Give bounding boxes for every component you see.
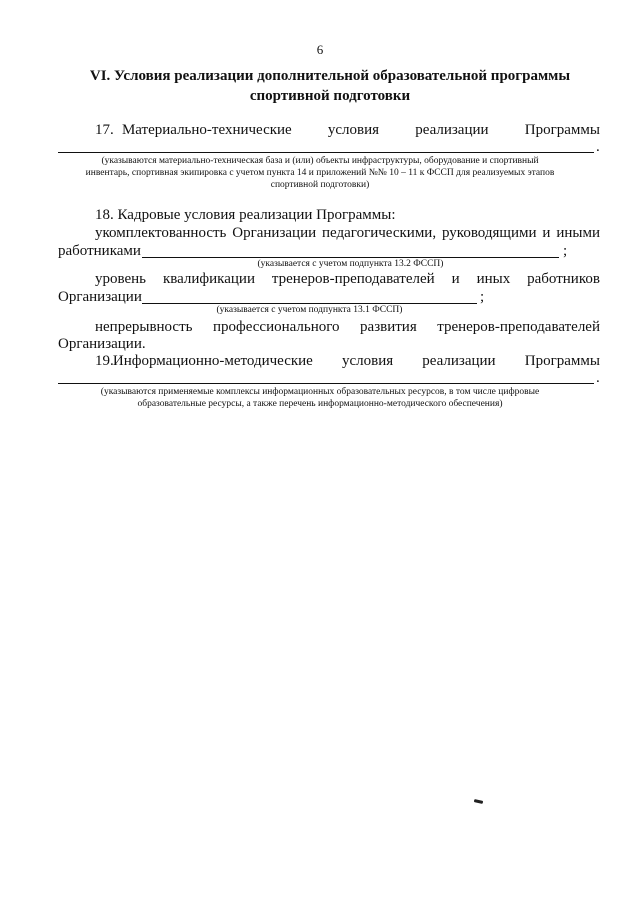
item-18-staffing-note: (указывается с учетом подпункта 13.2 ФССП) (257, 259, 444, 269)
item-17-note-line-3: спортивной подготовки) (270, 180, 370, 190)
item-19-end-punct: . (596, 370, 600, 386)
item-18-qualification-word: работников (527, 271, 600, 287)
page-number: 6 (316, 42, 324, 57)
item-18-qualification-word: квалификации (162, 271, 255, 287)
item-19-text (95, 352, 600, 370)
item-18-staffing-word: руководящими (441, 225, 537, 241)
item-18-development-cont: Организации. (58, 336, 146, 352)
item-18-staffing-word: Организации (232, 225, 317, 241)
item-17-word: реализации (415, 122, 489, 138)
item-18-development-word: развития (360, 319, 417, 335)
item-18-qualification-word: и (451, 271, 460, 287)
item-17-end-punct: . (596, 139, 600, 155)
item-18-qualification-note: (указывается с учетом подпункта 13.1 ФССП) (216, 305, 403, 315)
item-18-heading: 18. Кадровые условия реализации Программы: (95, 207, 396, 223)
item-18-qualification-cont: Организации (58, 289, 142, 305)
item-18-staffing-punct: ; (563, 243, 568, 259)
item-17-note-line-1: (указываются материально-техническая база и (или) объекты инфраструктуры, оборудование и спортивный (101, 156, 539, 166)
item-18-staffing-cont: работниками (58, 243, 141, 259)
item-18-qualification-word: уровень (95, 271, 147, 287)
item-18-development-word: тренеров-преподавателей (437, 319, 600, 335)
item-18-staffing-text (95, 224, 600, 242)
item-18-qualification-word: иных (476, 271, 511, 287)
item-18-development-word: непрерывность (95, 319, 193, 335)
item-19-fill-line (58, 383, 594, 384)
item-17-number: 17. (95, 122, 114, 138)
item-19-word: Информационно-методические (112, 353, 313, 369)
item-19-word: условия (341, 353, 394, 369)
item-17-word: Программы (524, 122, 600, 138)
item-17-note-line-2: инвентарь, спортивная экипировка с учетом пункта 14 и приложений №№ 10 – 11 к ФССП для реализуемых этапов (85, 168, 555, 178)
item-18-staffing-word: иными (556, 225, 600, 241)
item-19-word: Программы (524, 353, 600, 369)
section-title (60, 66, 600, 106)
item-18-staffing-word: и (542, 225, 551, 241)
section-title-line-1: VI. Условия реализации дополнительной образовательной программы (89, 68, 571, 84)
item-19-note-line-1: (указываются применяемые комплексы информационных образовательных ресурсов, в том числе цифровые (100, 387, 540, 397)
item-17-text (95, 121, 600, 139)
scan-speck (474, 799, 483, 804)
item-17-note (40, 155, 600, 191)
item-18-development-word: профессионального (212, 319, 340, 335)
item-18-development-text (95, 318, 600, 336)
item-19-word: реализации (422, 353, 496, 369)
item-17-word: условия (327, 122, 380, 138)
item-18-staffing-word: укомплектованность (95, 225, 227, 241)
item-19-number: 19. (95, 353, 114, 369)
item-18-qualification-punct: ; (480, 289, 485, 305)
item-18-staffing-word: педагогическими, (322, 225, 437, 241)
item-17-word: Материально-технические (121, 122, 292, 138)
item-17-fill-line (58, 152, 594, 153)
item-18-qualification-text (95, 270, 600, 288)
section-title-line-2: спортивной подготовки (249, 88, 411, 104)
item-19-note (40, 386, 600, 410)
item-19-note-line-2: образовательные ресурсы, а также перечень информационно-методического обеспечения) (137, 399, 503, 409)
item-18-qualification-word: тренеров-преподавателей (271, 271, 435, 287)
